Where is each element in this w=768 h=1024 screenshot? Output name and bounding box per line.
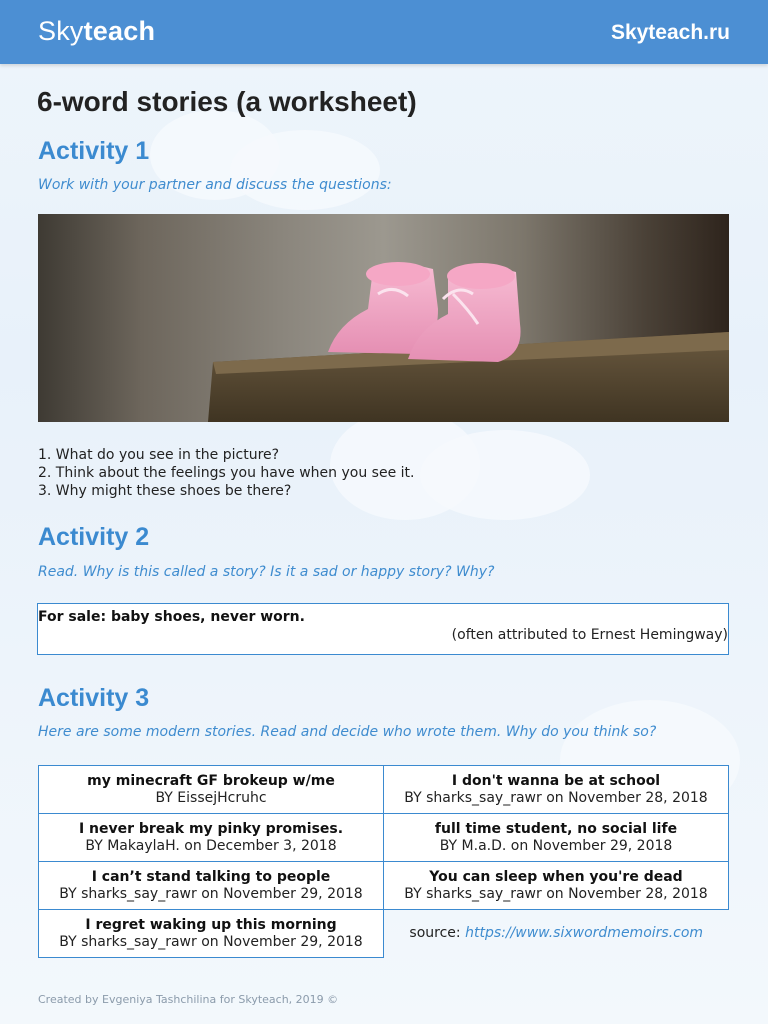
story-title: my minecraft GF brokeup w/me: [87, 772, 335, 789]
story-cell: [384, 766, 729, 814]
story-cell: [384, 814, 729, 862]
quote-box: [37, 603, 729, 655]
activity-3-instruction: Here are some modern stories. Read and decide who wrote them. Why do you think so?: [38, 724, 657, 740]
activity-1-questions: [38, 446, 414, 500]
story-cell: [39, 766, 384, 814]
skyteach-logo[interactable]: [38, 16, 155, 47]
baby-shoes-photo: [38, 214, 729, 422]
story-title: I can’t stand talking to people: [91, 868, 331, 885]
activity-2-instruction: Read. Why is this called a story? Is it a sad or happy story? Why?: [38, 564, 495, 580]
story-author: BY sharks_say_rawr on November 29, 2018: [59, 933, 363, 950]
activity-3-title: Activity 3: [38, 684, 150, 712]
footer-credit: Created by Evgeniya Tashchilina for Skyteach, 2019 ©: [38, 993, 339, 1006]
cloud-decoration: [230, 130, 380, 210]
source-label: source:: [409, 925, 466, 942]
source-link[interactable]: https://www.sixwordmemoirs.com: [465, 925, 704, 942]
table-row: [39, 910, 729, 958]
stories-table: [38, 765, 729, 958]
story-cell: [39, 910, 384, 958]
logo-light-text: Sky: [38, 16, 84, 46]
activity-1-title: Activity 1: [38, 137, 150, 165]
question-item: 1. What do you see in the picture?: [38, 447, 280, 463]
story-author: BY sharks_say_rawr on November 28, 2018: [404, 789, 708, 806]
table-row: [39, 814, 729, 862]
story-title: I never break my pinky promises.: [78, 820, 344, 837]
hemingway-quote: For sale: baby shoes, never worn.: [38, 609, 305, 625]
source-cell: [384, 910, 729, 958]
page-title: 6-word stories (a worksheet): [37, 86, 417, 117]
table-row: [39, 766, 729, 814]
activity-2-title: Activity 2: [38, 523, 150, 551]
activity-1-instruction: Work with your partner and discuss the questions:: [38, 177, 392, 193]
story-author: BY M.a.D. on November 29, 2018: [439, 837, 673, 854]
table-row: [39, 862, 729, 910]
story-author: BY MakaylaH. on December 3, 2018: [85, 837, 337, 854]
top-bar: [0, 0, 768, 64]
story-title: I regret waking up this morning: [85, 916, 337, 933]
story-cell: [39, 814, 384, 862]
logo-bold-text: teach: [83, 16, 156, 46]
story-author: BY sharks_say_rawr on November 28, 2018: [404, 885, 708, 902]
site-link[interactable]: Skyteach.ru: [610, 21, 730, 44]
story-author: BY sharks_say_rawr on November 29, 2018: [59, 885, 363, 902]
story-title: You can sleep when you're dead: [429, 868, 683, 885]
story-title: I don't wanna be at school: [451, 772, 661, 789]
quote-attribution: (often attributed to Ernest Hemingway): [451, 627, 728, 643]
story-cell: [39, 862, 384, 910]
story-cell: [384, 862, 729, 910]
question-item: 3. Why might these shoes be there?: [38, 483, 292, 499]
story-title: full time student, no social life: [434, 820, 678, 837]
cloud-decoration: [420, 430, 590, 520]
question-item: 2. Think about the feelings you have when you see it.: [38, 465, 415, 481]
story-author: BY EissejHcruhc: [155, 789, 267, 806]
